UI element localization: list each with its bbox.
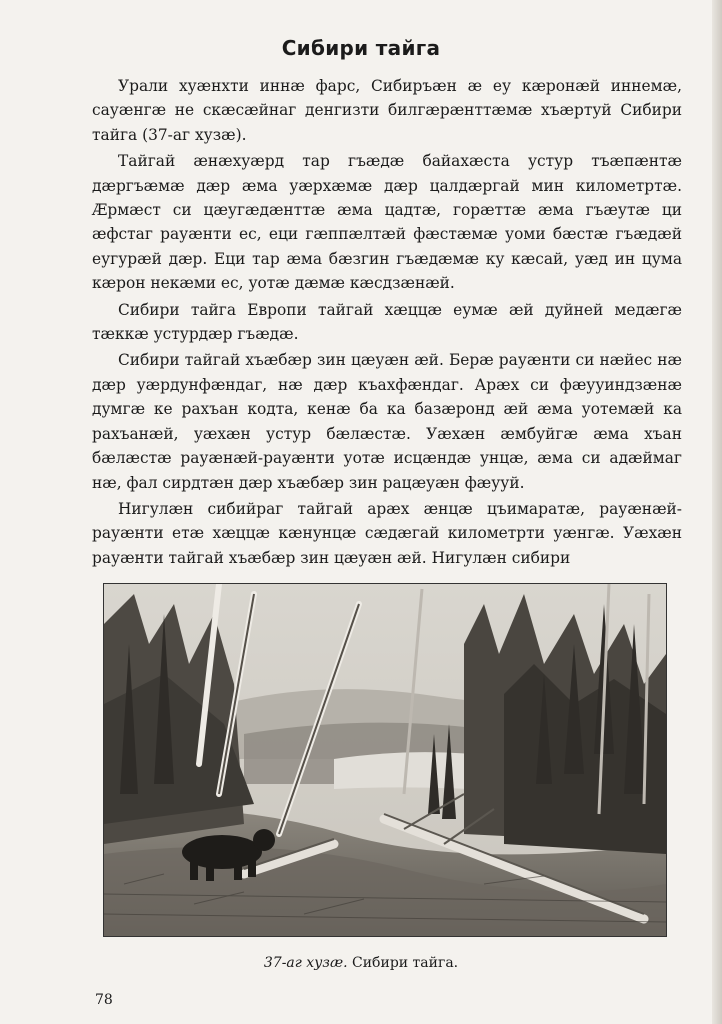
taiga-illustration bbox=[103, 583, 667, 937]
paragraph-5: Нигулæн сибийраг тайгай арæх æнцæ цъимаратæ, рауæнæй-рауæнти етæ хæццæ кæнунцæ сæдæгай километрти уæнгæ. Уæхæн рауæнти тайгай хъæбæр зин цæуæн æй. Нигулæн сибири bbox=[92, 499, 682, 567]
taiga-drawing bbox=[104, 584, 666, 936]
page-number: 78 bbox=[95, 992, 113, 1008]
paragraph-3: Сибири тайга Европи тайгай хæццæ еумæ æй дуйней медæгæ тæккæ устурдæр гъæдæ. bbox=[92, 300, 682, 344]
figure-caption bbox=[0, 955, 722, 971]
paragraph-4: Сибири тайгай хъæбæр зин цæуæн æй. Берæ рауæнти си нæйес нæ дæр уæрдунфæндаг, нæ дæр къахфæндаг. Арæх си фæууиндзæнæ думгæ ке рахъан кодта, кенæ ба ка базæронд æй æма уотемæй ка рахъанæй, уæхæн устур бæлæстæ. Уæхæн æмбуйгæ æма хъан бæлæстæ рауæнæй-рауæнти уотæ исцæндæ унцæ, æма си адæймаг нæ, фал сирдтæн дæр хъæбæр зин рацæуæн фæууй. bbox=[92, 351, 682, 492]
paragraph-2: Тайгай æнæхуæрд тар гъæдæ байахæста устур тъæпæнтæ дæргъæмæ дæр æма уæрхæмæ дæр цалдæргай мин километртæ. Æрмæст си цæугæдæнттæ æма цадтæ, горæттæ æма гъæутæ ци æфстаг рауæнти ес, еци гæппæлтæй фæстæмæ уоми бæстæ гъæдæй еугурæй дæр. Еци тар æма бæзгин гъæдæмæ ку кæсай, уæд ин цума кæрон некæми ес, уотæ дæмæ кæсдзæнæй. bbox=[92, 152, 682, 293]
page-edge bbox=[712, 0, 722, 1024]
caption-label: 37-аг хузæ. bbox=[263, 955, 348, 971]
paragraph-1: Урали хуæнхти иннæ фарс, Сибиръæн æ еу кæронæй иннемæ, сауæнгæ не скæсæйнаг денгизти билгæрæнттæмæ хъæртуй Сибири тайга (37-аг хузæ). bbox=[92, 77, 682, 144]
page-title: Сибири тайга bbox=[281, 36, 441, 60]
caption-text: Сибири тайга. bbox=[352, 955, 459, 971]
body-text bbox=[92, 74, 682, 572]
